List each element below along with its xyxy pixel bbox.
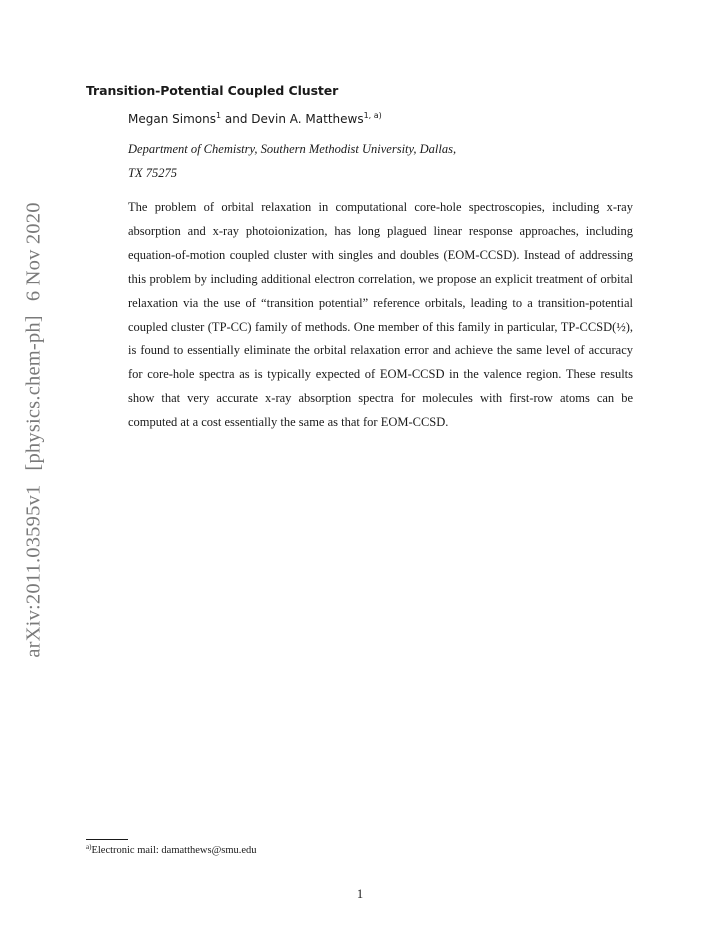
footnote xyxy=(86,845,257,856)
author-conjunction: and xyxy=(224,112,248,126)
abstract: The problem of orbital relaxation in computational core-hole spectroscopies, including x-ray absorption and x-ray photoionization, has long plagued linear response approaches, including equation-of-motion coupled cluster with singles and doubles (EOM-CCSD). Instead of addressing this problem by including additional electron correlation, we propose an explicit treatment of orbital relaxation via the use of “transition potential” reference orbitals, leading to a transition-potential coupled cluster (TP-CC) family of methods. One member of this family in particular, TP-CCSD(½), is found to essentially eliminate the orbital relaxation error and achieve the same level of accuracy for core-hole spectra as is typically expected of EOM-CCSD in the valence region. These results show that very accurate x-ray absorption spectra for molecules with first-row atoms can be computed at a cost essentially the same as that for EOM-CCSD. xyxy=(128,200,633,430)
author-name: Devin A. Matthews xyxy=(251,112,364,126)
author-list xyxy=(128,112,382,126)
footnote-text: Electronic mail: damatthews@smu.edu xyxy=(91,845,257,856)
paper-title: Transition-Potential Coupled Cluster xyxy=(86,83,339,98)
affiliation-line: Department of Chemistry, Southern Methodist University, Dallas, xyxy=(128,142,457,156)
footnote-mark: a) xyxy=(86,843,92,851)
affiliation-mark: 1, a) xyxy=(363,111,382,120)
arxiv-stamp xyxy=(23,202,46,657)
affiliation xyxy=(128,137,628,185)
author-name: Megan Simons xyxy=(128,112,216,126)
affiliation-line: TX 75275 xyxy=(128,166,177,180)
footnote-divider xyxy=(86,839,128,840)
page-number: 1 xyxy=(356,887,364,901)
arxiv-category: [physics.chem-ph] xyxy=(22,315,45,471)
arxiv-date: 6 Nov 2020 xyxy=(22,202,45,302)
arxiv-identifier: arXiv:2011.03595v1 xyxy=(22,484,45,658)
affiliation-mark: 1 xyxy=(215,111,222,120)
